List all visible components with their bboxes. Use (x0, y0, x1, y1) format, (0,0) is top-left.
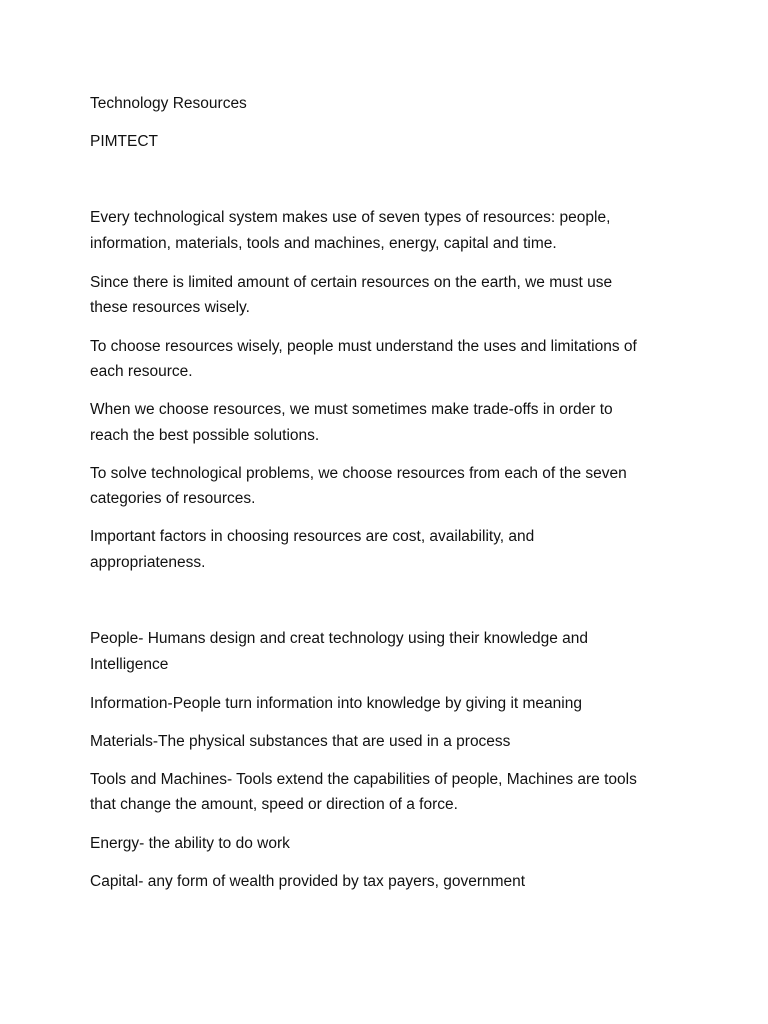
document-title: Technology Resources (90, 95, 247, 112)
definition-capital: Capital- any form of wealth provided by tax payers, government (90, 873, 526, 890)
paragraph-1-line-2: information, materials, tools and machines, energy, capital and time. (90, 235, 557, 252)
paragraph-2-line-2: these resources wisely. (90, 299, 250, 316)
paragraph-3-line-2: each resource. (90, 363, 193, 380)
paragraph-1-line-1: Every technological system makes use of seven types of resources: people, (90, 209, 611, 226)
definition-people-line-1: People- Humans design and creat technology using their knowledge and (90, 630, 589, 647)
document-subtitle: PIMTECT (90, 133, 159, 150)
paragraph-2-line-1: Since there is limited amount of certain resources on the earth, we must use (90, 274, 613, 291)
definition-materials: Materials-The physical substances that are used in a process (90, 733, 511, 750)
definition-tools-line-2: that change the amount, speed or direction of a force. (90, 796, 458, 813)
paragraph-3-line-1: To choose resources wisely, people must understand the uses and limitations of (90, 338, 637, 355)
paragraph-6-line-2: appropriateness. (90, 554, 206, 571)
definition-energy: Energy- the ability to do work (90, 835, 290, 852)
definition-information: Information-People turn information into knowledge by giving it meaning (90, 695, 582, 712)
paragraph-4-line-1: When we choose resources, we must sometimes make trade-offs in order to (90, 401, 613, 418)
definition-tools-line-1: Tools and Machines- Tools extend the capabilities of people, Machines are tools (90, 771, 637, 788)
paragraph-6-line-1: Important factors in choosing resources are cost, availability, and (90, 528, 535, 545)
paragraph-5-line-1: To solve technological problems, we choose resources from each of the seven (90, 465, 627, 482)
paragraph-5-line-2: categories of resources. (90, 490, 256, 507)
definition-people-line-2: Intelligence (90, 656, 169, 673)
paragraph-4-line-2: reach the best possible solutions. (90, 427, 320, 444)
